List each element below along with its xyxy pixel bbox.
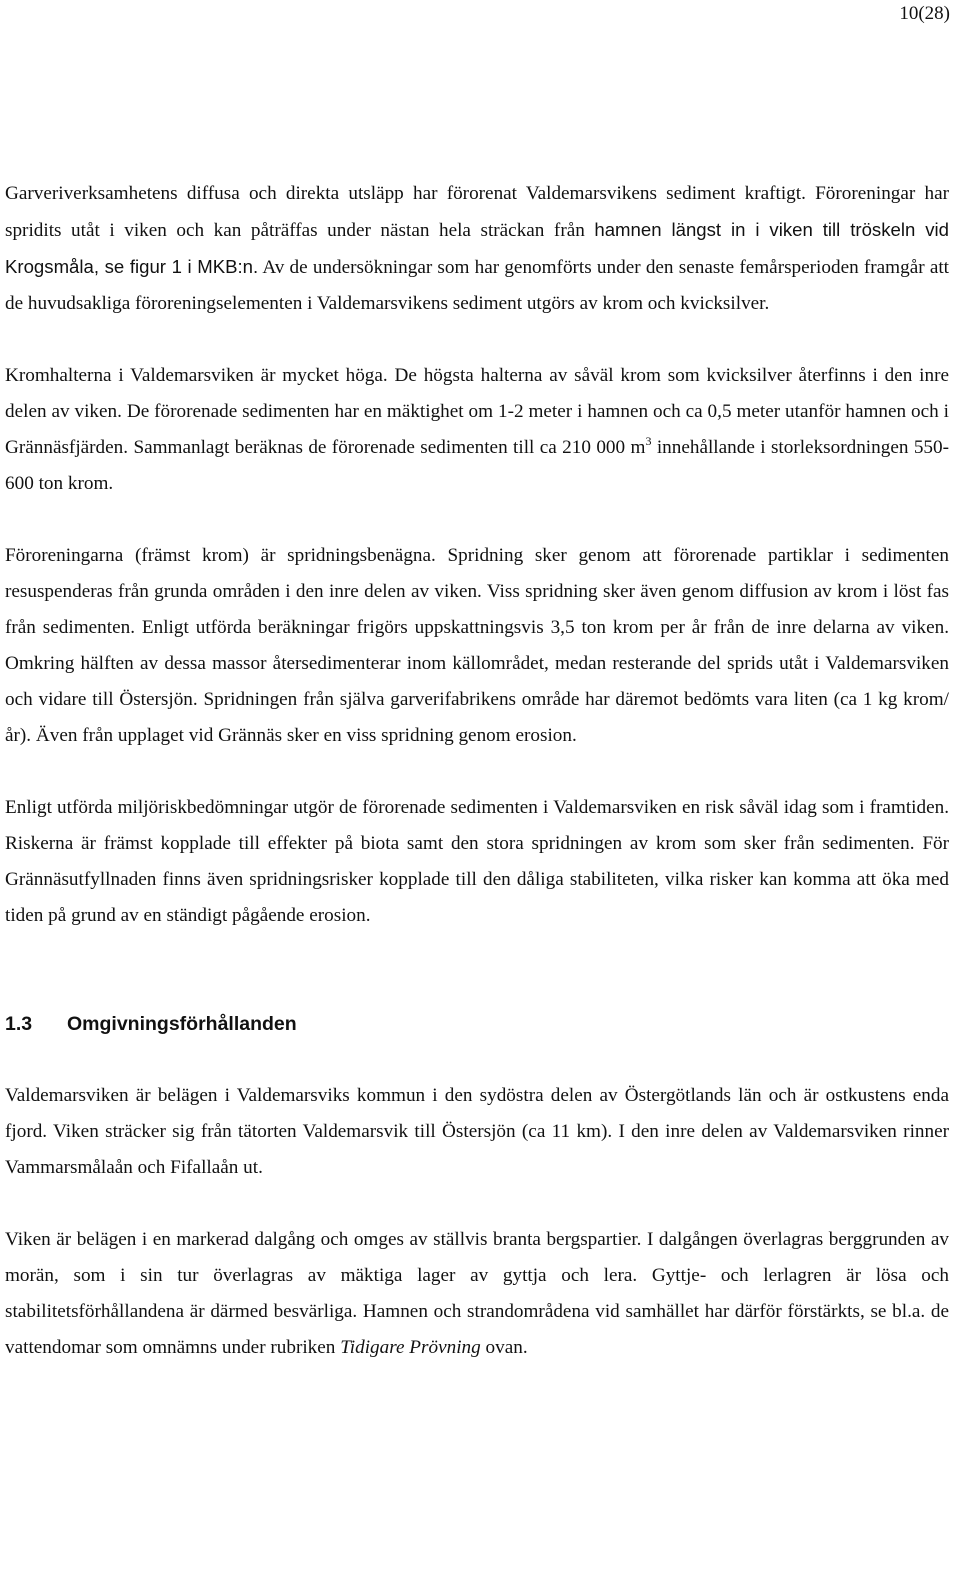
paragraph-geology [5,1222,949,1366]
paragraph-location: Valdemarsviken är belägen i Valdemarsviks kommun i den sydöstra delen av Östergötlands län och är ostkustens enda fjord. Viken sträcker sig från tätorten Valdemarsvik till Östersjön (ca 11 km). I den inre delen av Valdemarsviken rinner Vammarsmålaån och Fifallaån ut. [5,1085,949,1178]
section-heading [5,1006,949,1042]
paragraph-text: Av de undersökningar som har genomförts under den senaste femårsperioden framgår att de huvudsakliga föroreningselementen i Valdemarsvikens sediment utgörs av krom och kvicksilver. [5,257,949,314]
section-number: 1.3 [5,1013,33,1035]
paragraph-chromium-levels [5,358,949,502]
paragraph-garveri-pollution [5,176,949,322]
paragraph-spreading: Föroreningarna (främst krom) är spridningsbenägna. Spridning sker genom att förorenade partiklar i sedimenten resuspenderas från grunda områden i den inre delen av viken. Viss spridning sker även genom diffusion av krom i löst fas från sedimenten. Enligt utförda beräkningar frigörs uppskattningsvis 3,5 ton krom per år från de inre delarna av viken. Omkring hälften av dessa massor återsedimenterar inom källområdet, medan resterande del sprids utåt i Valdemarsviken och vidare till Östersjön. Spridningen från själva garverifabrikens område har däremot bedömts vara liten (ca 1 kg krom/år). Även från upplaget vid Grännäs sker en viss spridning genom erosion. [5,545,949,746]
paragraph-text: Viken är belägen i en markerad dalgång och omges av ställvis branta bergspartier. I dalgången överlagras berggrunden av morän, som i sin tur överlagras av mäktiga lager av gyttja och lera. Gyttje- och lerlagren är lösa och stabilitetsförhållandena är därmed besvärliga. Hamnen och strandområdena vid samhället har därför förstärkts, se bl.a. de vattendomar som omnämns under rubriken [5,1229,949,1358]
superscript-cubic: 3 [645,434,652,448]
paragraph-text: ovan. [480,1337,528,1358]
paragraph-text: Garveriverksamhetens diffusa och direkta utsläpp har förorenat Valdemarsvikens sediment kraftigt. Föroreningar har spridits utåt i viken och kan påträffas under nästan hela sträckan från [5,183,949,241]
document-body [5,176,949,1366]
paragraph-text-sans: hamnen längst in i viken till tröskeln vid Krogsmåla, se figur 1 i MKB:n. [5,219,949,277]
section-title: Omgivningsförhållanden [67,1013,297,1035]
paragraph-text: Kromhalterna i Valdemarsviken är mycket höga. De högsta halterna av såväl krom som kvicksilver återfinns i den inre delen av viken. De förorenade sedimenten har en mäktighet om 1-2 meter i hamnen och ca 0,5 meter utanför hamnen och i Grännäsfjärden. Sammanlagt beräknas de förorenade sedimenten till ca 210 000 m [5,365,949,458]
paragraph-risk-assessment: Enligt utförda miljöriskbedömningar utgör de förorenade sedimenten i Valdemarsviken en risk såväl idag som i framtiden. Riskerna är främst kopplade till effekter på biota samt den stora spridningen av krom som sker från sedimenten. För Grännäsutfyllnaden finns även spridningsrisker kopplade till den dåliga stabiliteten, vilka risker kan komma att öka med tiden på grund av en ständigt pågående erosion. [5,797,949,926]
italic-reference: Tidigare Prövning [340,1337,481,1358]
page-number: 10(28) [899,3,950,24]
paragraph-text: innehållande i storleksordningen 550-600 ton krom. [5,437,949,494]
